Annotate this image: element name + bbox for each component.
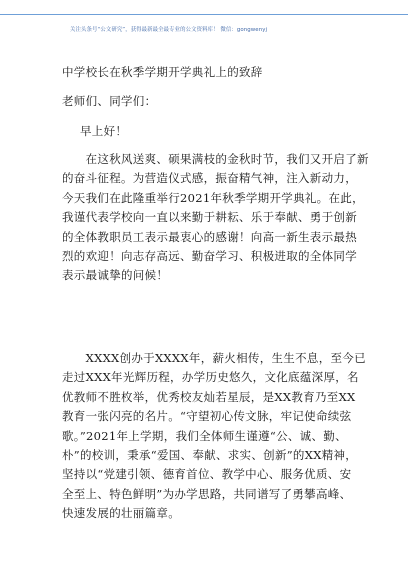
banner-notice: 关注头条号“公文研究”，获得最新最全最专业的公文资料库！ 微信：gongwenyj bbox=[70, 27, 268, 33]
morning-greeting: 早上好！ bbox=[80, 124, 128, 138]
paragraph-line: 歌。”2021年上学期，我们全体师生谨遵“公、诚、勤、 bbox=[62, 428, 347, 443]
paragraph-line: 我谨代表学校向一直以来勤于耕耘、乐于奉献、勇于创新 bbox=[62, 210, 357, 225]
paragraph-line: 的全体教职员工表示最衷心的感谢！向高一新生表示最热 bbox=[62, 229, 357, 244]
paragraph-line: 优教师不胜枚举，优秀校友灿若星辰，是XX教育乃至XX bbox=[62, 389, 356, 404]
paragraph-welcome bbox=[62, 150, 369, 286]
paragraph-history bbox=[62, 349, 366, 524]
paragraph-line: 全至上、特色鲜明”为办学思路，共同谱写了勇攀高峰、 bbox=[62, 486, 352, 501]
paragraph-line: 的奋斗征程。为营造仪式感，振奋精气神，注入新动力， bbox=[62, 171, 357, 186]
paragraph-line: 走过XXX年光辉历程，办学历史悠久，文化底蕴深厚，名 bbox=[62, 370, 359, 385]
paragraph-line: 今天我们在此隆重举行2021年秋季学期开学典礼。在此， bbox=[62, 190, 364, 205]
paragraph-line: 表示最诚挚的问候！ bbox=[62, 268, 169, 283]
paragraph-line: 在这秋风送爽、硕果满枝的金秋时节，我们又开启了新 bbox=[62, 152, 369, 166]
document-title: 中学校长在秋季学期开学典礼上的致辞 bbox=[62, 65, 263, 79]
salutation: 老师们、同学们： bbox=[62, 94, 157, 108]
header-banner bbox=[0, 0, 408, 15]
paragraph-line: 烈的欢迎！向志存高远、勤奋学习、积极进取的全体同学 bbox=[62, 248, 357, 263]
paragraph-line: XXXX创办于XXXX年，薪火相传，生生不息，至今已 bbox=[62, 351, 366, 365]
paragraph-line: 教育一张闪亮的名片。“守望初心传文脉，牢记使命续弦 bbox=[62, 409, 352, 424]
paragraph-line: 朴”的校训，秉承“爱国、奉献、求实、创新”的XX精神， bbox=[62, 447, 358, 462]
paragraph-line: 快速发展的壮丽篇章。 bbox=[62, 506, 180, 521]
paragraph-line: 坚持以“党建引领、德育首位、教学中心、服务优质、安 bbox=[62, 467, 352, 482]
